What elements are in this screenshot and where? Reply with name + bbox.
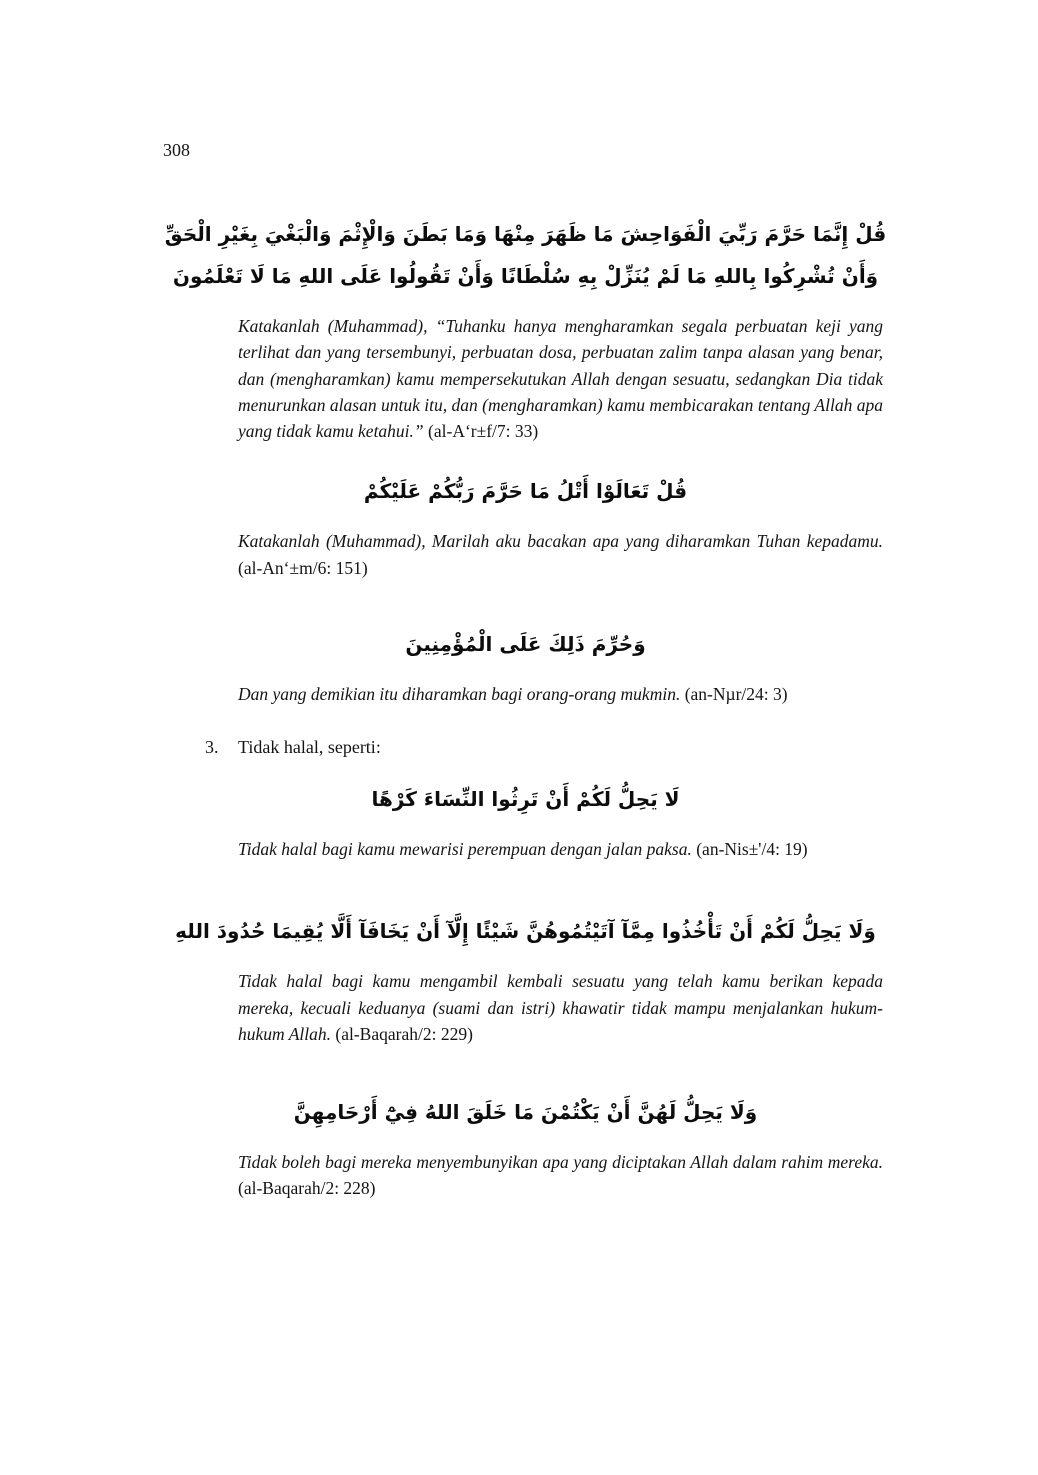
translation-nur-24-3 [238, 681, 883, 707]
verse-reference: (al-Baqarah/2: 229) [335, 1023, 473, 1044]
translation-nisa-4-19 [238, 836, 883, 862]
arabic-verse-nisa-4-19: لَا يَحِلُّ لَكُمْ أَنْ تَرِثُوا النِّسَاءَ كَرْهًا [371, 787, 680, 811]
page-number: 308 [163, 140, 190, 160]
arabic-verse-baqarah-2-228: وَلَا يَحِلُّ لَهُنَّ أَنْ يَكْتُمْنَ مَا خَلَقَ اللهُ فِيْٓ أَرْحَامِهِنَّ [293, 1100, 758, 1124]
verse-reference: (an-Nis±'/4: 19) [696, 839, 808, 859]
verse-reference: (al-An‘±m/6: 151) [238, 557, 368, 578]
verse-reference: (al-Baqarah/2: 228) [238, 1178, 376, 1199]
arabic-verse-nur-24-3: وَحُرِّمَ ذَلِكَ عَلَى الْمُؤْمِنِينَ [405, 631, 646, 656]
translation-anam-6-151 [238, 528, 883, 581]
translation-araf-7-33 [238, 313, 883, 444]
verse-reference: (al-A‘r±f/7: 33) [428, 421, 539, 441]
arabic-verse-araf-7-33: قُلْ إِنَّمَا حَرَّمَ رَبِّيَ الْفَوَاحِشَ مَا ظَهَرَ مِنْهَا وَمَا بَطَنَ وَالْإِثْمَ وَالْبَغْيَ بِغَيْرِ الْحَقِّ وَأَنْ تُشْرِكُوا بِاللهِ مَا لَمْ يُنَزِّلْ بِهِ سُلْطَانًا وَأَنْ تَقُولُوا عَلَى اللهِ مَا لَا تَعْلَمُونَ [164, 222, 887, 288]
translation-text: Katakanlah (Muhammad), “Tuhanku hanya mengharamkan segala perbuatan keji yang terlihat dan yang tersembunyi, perbuatan dosa, perbuatan zalim tanpa alasan yang benar, dan (mengharamkan) kamu mempersekutukan Allah dengan sesuatu, sedangkan Dia tidak menurunkan alasan untuk itu, dan (mengharamkan) kamu membicarakan tentang Allah apa yang tidak kamu ketahui.” [238, 316, 883, 441]
list-item-label: Tidak halal, seperti: [238, 737, 381, 757]
list-item-number: 3. [205, 737, 219, 757]
translation-text: Tidak halal bagi kamu mewarisi perempuan dengan jalan paksa. [238, 839, 692, 859]
translation-text: Dan yang demikian itu diharamkan bagi orang-orang mukmin. [238, 683, 681, 704]
numbered-list-item-3 [205, 737, 888, 758]
translation-text: Tidak halal bagi kamu mengambil kembali sesuatu yang telah kamu berikan kepada mereka, kecuali keduanya (suami dan istri) khawatir tidak mampu menjalankan hukum-hukum Allah. [238, 971, 883, 1044]
arabic-verse-anam-6-151: قُلْ تَعَالَوْا أَتْلُ مَا حَرَّمَ رَبُّكُمْ عَلَيْكُمْ [363, 479, 688, 504]
translation-baqarah-2-229 [238, 968, 883, 1047]
translation-baqarah-2-228 [238, 1149, 883, 1202]
verse-reference: (an-Nµr/24: 3) [684, 683, 788, 704]
arabic-verse-baqarah-2-229: وَلَا يَحِلُّ لَكُمْ أَنْ تَأْخُذُوا مِمَّآ آتَيْتُمُوهُنَّ شَيْئًا إِلَّآ أَنْ يَخَافَآ أَلَّا يُقِيمَا حُدُودَ اللهِ [175, 919, 876, 944]
translation-text: Katakanlah (Muhammad), Marilah aku bacakan apa yang diharamkan Tuhan kepadamu. [238, 531, 883, 552]
translation-text: Tidak boleh bagi mereka menyembunyikan apa yang diciptakan Allah dalam rahim mereka. [238, 1152, 883, 1172]
